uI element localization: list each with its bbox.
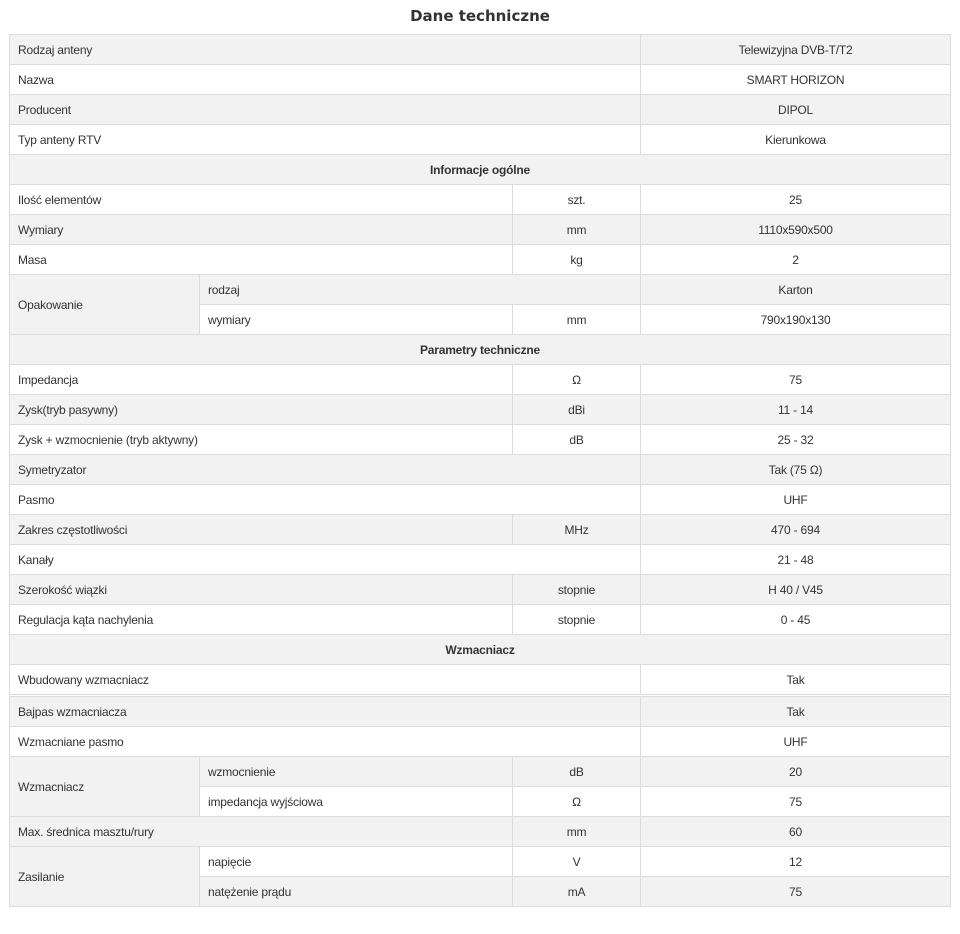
row-value: 60 xyxy=(641,817,951,847)
row-sublabel: impedancja wyjściowa xyxy=(200,787,513,817)
section-header: Informacje ogólne xyxy=(10,155,951,185)
row-label: Max. średnica masztu/rury xyxy=(10,817,513,847)
row-value: 0 - 45 xyxy=(641,605,951,635)
row-unit: kg xyxy=(513,245,641,275)
table-row xyxy=(10,485,951,515)
row-value: DIPOL xyxy=(641,95,951,125)
row-unit: V xyxy=(513,847,641,877)
section-header: Wzmacniacz xyxy=(10,635,951,665)
row-sublabel: napięcie xyxy=(200,847,513,877)
row-label: Wzmacniacz xyxy=(10,757,200,817)
row-value: Tak (75 Ω) xyxy=(641,455,951,485)
row-label: Producent xyxy=(10,95,641,125)
page-title: Dane techniczne xyxy=(410,7,550,25)
row-unit: dB xyxy=(513,425,641,455)
row-value: Tak xyxy=(641,697,951,727)
table-row xyxy=(10,455,951,485)
row-label: Wymiary xyxy=(10,215,513,245)
row-value: 20 xyxy=(641,757,951,787)
section-header-row xyxy=(10,155,951,185)
table-row xyxy=(10,727,951,757)
row-label: Szerokość wiązki xyxy=(10,575,513,605)
row-unit: mA xyxy=(513,877,641,907)
row-value: 470 - 694 xyxy=(641,515,951,545)
row-value: 25 xyxy=(641,185,951,215)
row-unit: mm xyxy=(513,215,641,245)
table-row xyxy=(10,125,951,155)
row-label: Opakowanie xyxy=(10,275,200,335)
row-label: Kanały xyxy=(10,545,641,575)
row-label: Symetryzator xyxy=(10,455,641,485)
table-row xyxy=(10,545,951,575)
row-unit: mm xyxy=(513,305,641,335)
section-header-row xyxy=(10,635,951,665)
row-value: 1110x590x500 xyxy=(641,215,951,245)
row-unit: stopnie xyxy=(513,605,641,635)
row-sublabel: wymiary xyxy=(200,305,513,335)
row-label: Wzmacniane pasmo xyxy=(10,727,641,757)
row-value: Karton xyxy=(641,275,951,305)
row-unit: MHz xyxy=(513,515,641,545)
row-unit: dB xyxy=(513,757,641,787)
row-value: Kierunkowa xyxy=(641,125,951,155)
row-sublabel: natężenie prądu xyxy=(200,877,513,907)
row-label: Bajpas wzmacniacza xyxy=(10,697,641,727)
table-row xyxy=(10,65,951,95)
row-label: Nazwa xyxy=(10,65,641,95)
table-row xyxy=(10,665,951,695)
row-label: Wbudowany wzmacniacz xyxy=(10,665,641,695)
row-value: 75 xyxy=(641,877,951,907)
row-label: Masa xyxy=(10,245,513,275)
table-row xyxy=(10,35,951,65)
row-sublabel: wzmocnienie xyxy=(200,757,513,787)
row-label: Rodzaj anteny xyxy=(10,35,641,65)
table-row xyxy=(10,395,951,425)
row-value: Telewizyjna DVB-T/T2 xyxy=(641,35,951,65)
row-value: UHF xyxy=(641,727,951,757)
table-row xyxy=(10,185,951,215)
section-header: Parametry techniczne xyxy=(10,335,951,365)
row-label: Pasmo xyxy=(10,485,641,515)
row-label: Zysk + wzmocnienie (tryb aktywny) xyxy=(10,425,513,455)
row-label: Ilość elementów xyxy=(10,185,513,215)
row-value: 790x190x130 xyxy=(641,305,951,335)
row-value: UHF xyxy=(641,485,951,515)
row-value: 11 - 14 xyxy=(641,395,951,425)
row-label: Impedancja xyxy=(10,365,513,395)
row-value: 75 xyxy=(641,787,951,817)
row-unit: Ω xyxy=(513,365,641,395)
row-label: Zasilanie xyxy=(10,847,200,907)
row-value: 75 xyxy=(641,365,951,395)
row-value: Tak xyxy=(641,665,951,695)
row-label: Typ anteny RTV xyxy=(10,125,641,155)
row-value: H 40 / V45 xyxy=(641,575,951,605)
table-row xyxy=(10,817,951,847)
section-header-row xyxy=(10,335,951,365)
row-unit: stopnie xyxy=(513,575,641,605)
row-unit: szt. xyxy=(513,185,641,215)
table-row xyxy=(10,605,951,635)
specs-table xyxy=(9,34,951,907)
table-row xyxy=(10,847,951,877)
row-unit: dBi xyxy=(513,395,641,425)
table-row xyxy=(10,425,951,455)
table-row xyxy=(10,245,951,275)
row-sublabel: rodzaj xyxy=(200,275,641,305)
row-value: 2 xyxy=(641,245,951,275)
row-label: Regulacja kąta nachylenia xyxy=(10,605,513,635)
row-value: 12 xyxy=(641,847,951,877)
row-value: 21 - 48 xyxy=(641,545,951,575)
table-row xyxy=(10,365,951,395)
row-value: SMART HORIZON xyxy=(641,65,951,95)
row-unit: Ω xyxy=(513,787,641,817)
row-unit: mm xyxy=(513,817,641,847)
table-row xyxy=(10,215,951,245)
table-row xyxy=(10,275,951,305)
table-row xyxy=(10,697,951,727)
row-label: Zakres częstotliwości xyxy=(10,515,513,545)
row-label: Zysk(tryb pasywny) xyxy=(10,395,513,425)
table-row xyxy=(10,95,951,125)
table-row xyxy=(10,575,951,605)
table-row xyxy=(10,757,951,787)
row-value: 25 - 32 xyxy=(641,425,951,455)
table-row xyxy=(10,515,951,545)
